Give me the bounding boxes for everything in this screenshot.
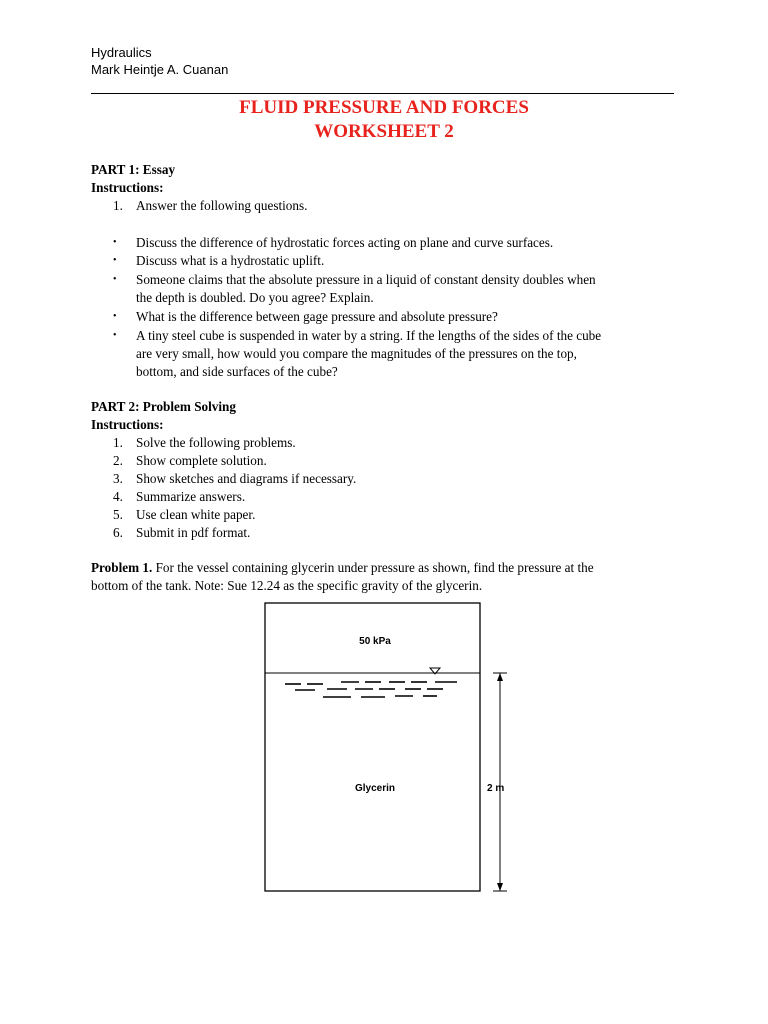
question-5-line-2: are very small, how would you compare the magnitudes of the pressures on the top, — [136, 346, 577, 361]
part2-instruction-5: Use clean white paper. — [136, 507, 256, 522]
part2-instruction-number: 3. — [113, 471, 123, 486]
worksheet-subtitle: WORKSHEET 2 — [314, 121, 454, 142]
bullet-icon: • — [113, 330, 117, 341]
bullet-icon: • — [113, 311, 117, 322]
arrow-down-icon — [497, 883, 503, 891]
part1-heading: PART 1: Essay — [91, 162, 176, 177]
question-2: Discuss what is a hydrostatic uplift. — [136, 253, 325, 268]
part1-instruction: Answer the following questions. — [136, 198, 308, 213]
worksheet-title: FLUID PRESSURE AND FORCES — [239, 97, 529, 118]
question-4: What is the difference between gage pressure and absolute pressure? — [136, 309, 498, 324]
question-3-line-2: the depth is doubled. Do you agree? Explain. — [136, 290, 374, 305]
part2-instruction-number: 2. — [113, 453, 123, 468]
part2-instruction-number: 6. — [113, 525, 123, 540]
question-5-line-3: bottom, and side surfaces of the cube? — [136, 364, 338, 379]
part2-instructions-label: Instructions: — [91, 417, 164, 432]
problem-1-line-2: bottom of the tank. Note: Sue 12.24 as the specific gravity of the glycerin. — [91, 578, 483, 593]
part2-instruction-6: Submit in pdf format. — [136, 525, 251, 540]
liquid-surface-dashes — [285, 682, 457, 697]
glycerin-tank-diagram — [255, 598, 515, 908]
question-3-line-1: Someone claims that the absolute pressure in a liquid of constant density doubles when — [136, 272, 596, 287]
part2-instruction-number: 5. — [113, 507, 123, 522]
part2-heading: PART 2: Problem Solving — [91, 399, 236, 414]
fluid-label: Glycerin — [354, 783, 396, 794]
header-author: Mark Heintje A. Cuanan — [91, 62, 229, 77]
problem-1-line-1 — [91, 559, 594, 577]
part2-instruction-number: 4. — [113, 489, 123, 504]
part2-instruction-number: 1. — [113, 435, 123, 450]
bullet-icon: • — [113, 237, 117, 248]
part2-instruction-4: Summarize answers. — [136, 489, 246, 504]
problem-1-label: Problem 1. — [91, 560, 153, 575]
bullet-icon: • — [113, 274, 117, 285]
pressure-label: 50 kPa — [359, 636, 391, 647]
part2-instruction-2: Show complete solution. — [136, 453, 267, 468]
part2-instruction-1: Solve the following problems. — [136, 435, 296, 450]
part2-instruction-3: Show sketches and diagrams if necessary. — [136, 471, 357, 486]
header-divider — [91, 93, 674, 94]
header-subject: Hydraulics — [91, 45, 152, 60]
problem-1-text: For the vessel containing glycerin under pressure as shown, find the pressure at the — [155, 560, 594, 575]
question-5-line-1: A tiny steel cube is suspended in water by a string. If the lengths of the sides of the cube — [136, 328, 602, 343]
part1-instruction-number: 1. — [113, 198, 123, 213]
depth-label: 2 m — [487, 783, 505, 794]
part1-instructions-label: Instructions: — [91, 180, 164, 195]
arrow-up-icon — [497, 673, 503, 681]
bullet-icon: • — [113, 255, 117, 266]
question-1: Discuss the difference of hydrostatic forces acting on plane and curve surfaces. — [136, 235, 554, 250]
